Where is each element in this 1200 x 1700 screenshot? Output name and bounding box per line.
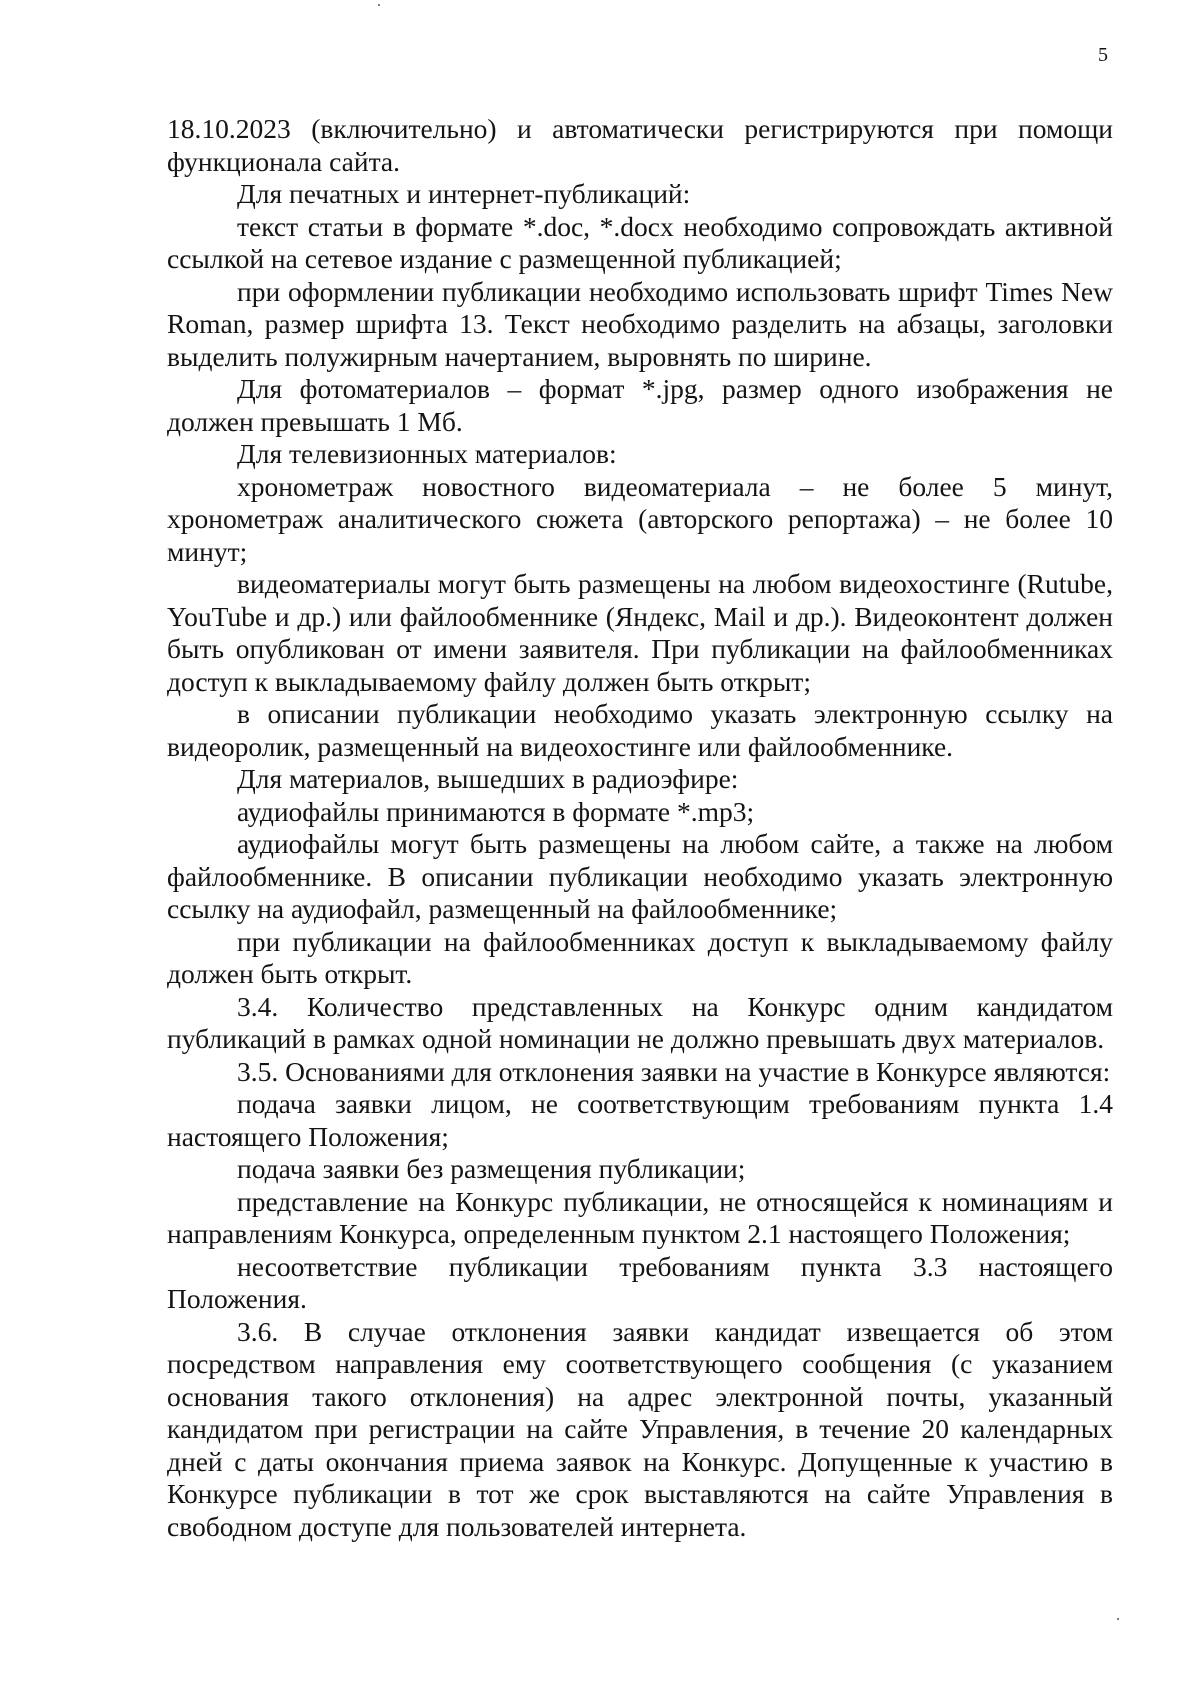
paragraph: при оформлении публикации необходимо использовать шрифт Times New Roman, размер шрифта 13. Текст необходимо разделить на абзацы, заголовки выделить полужирным начертанием, выровнять по ширине. — [167, 275, 1113, 372]
paragraph: несоответствие публикации требованиям пункта 3.3 настоящего Положения. — [167, 1250, 1113, 1314]
scan-speck — [1117, 1618, 1119, 1620]
scan-speck — [378, 4, 380, 6]
paragraph: Для печатных и интернет-публикаций: — [237, 178, 691, 209]
paragraph: видеоматериалы могут быть размещены на любом видеохостинге (Rutube, YouTube и др.) или файлообменнике (Яндекс, Mail и др.). Видеоконтент должен быть опубликован от имени заявителя. При публикации на файлообменниках доступ к выкладываемому файлу должен быть открыт; — [167, 568, 1113, 697]
page-number: 5 — [1098, 44, 1108, 66]
paragraph: Для фотоматериалов – формат *.jpg, размер одного изображения не должен превышать 1 Мб. — [167, 373, 1113, 437]
paragraph: представление на Конкурс публикации, не относящейся к номинациям и направлениям Конкурса, определенным пунктом 2.1 настоящего Положения; — [167, 1185, 1113, 1249]
paragraph: 3.4. Количество представленных на Конкурс одним кандидатом публикаций в рамках одной номинации не должно превышать двух материалов. — [167, 990, 1113, 1054]
paragraph: 3.6. В случае отклонения заявки кандидат извещается об этом посредством направления ему соответствующего сообщения (с указанием основания такого отклонения) на адрес электронной почты, указанный кандидатом при регистрации на сайте Управления, в течение 20 календарных дней с даты окончания приема заявок на Конкурс. Допущенные к участию в Конкурсе публикации в тот же срок выставляются на сайте Управления в свободном доступе для пользователей интернета. — [167, 1315, 1113, 1542]
paragraph: Для материалов, вышедших в радиоэфире: — [237, 763, 739, 794]
paragraph: Для телевизионных материалов: — [237, 438, 617, 469]
paragraph: аудиофайлы принимаются в формате *.mp3; — [237, 795, 755, 827]
paragraph: в описании публикации необходимо указать электронную ссылку на видеоролик, размещенный на видеохостинге или файлообменнике. — [167, 698, 1113, 762]
paragraph: 18.10.2023 (включительно) и автоматически регистрируются при помощи функционала сайта. — [167, 113, 1113, 177]
paragraph: аудиофайлы могут быть размещены на любом сайте, а также на любом файлообменнике. В описании публикации необходимо указать электронную ссылку на аудиофайл, размещенный на файлообменнике; — [167, 828, 1113, 924]
paragraph: хронометраж новостного видеоматериала – не более 5 минут, хронометраж аналитического сюжета (авторского репортажа) – не более 10 минут; — [167, 470, 1113, 567]
document-body — [167, 113, 1113, 1543]
paragraph: подача заявки без размещения публикации; — [237, 1153, 746, 1184]
paragraph: 3.5. Основаниями для отклонения заявки на участие в Конкурсе являются: — [237, 1055, 1111, 1087]
paragraph: подача заявки лицом, не соответствующим требованиям пункта 1.4 настоящего Положения; — [167, 1088, 1113, 1152]
paragraph: текст статьи в формате *.doc, *.docx необходимо сопровождать активной ссылкой на сетевое издание с размещенной публикацией; — [167, 210, 1113, 274]
paragraph: при публикации на файлообменниках доступ к выкладываемому файлу должен быть открыт. — [167, 925, 1113, 989]
